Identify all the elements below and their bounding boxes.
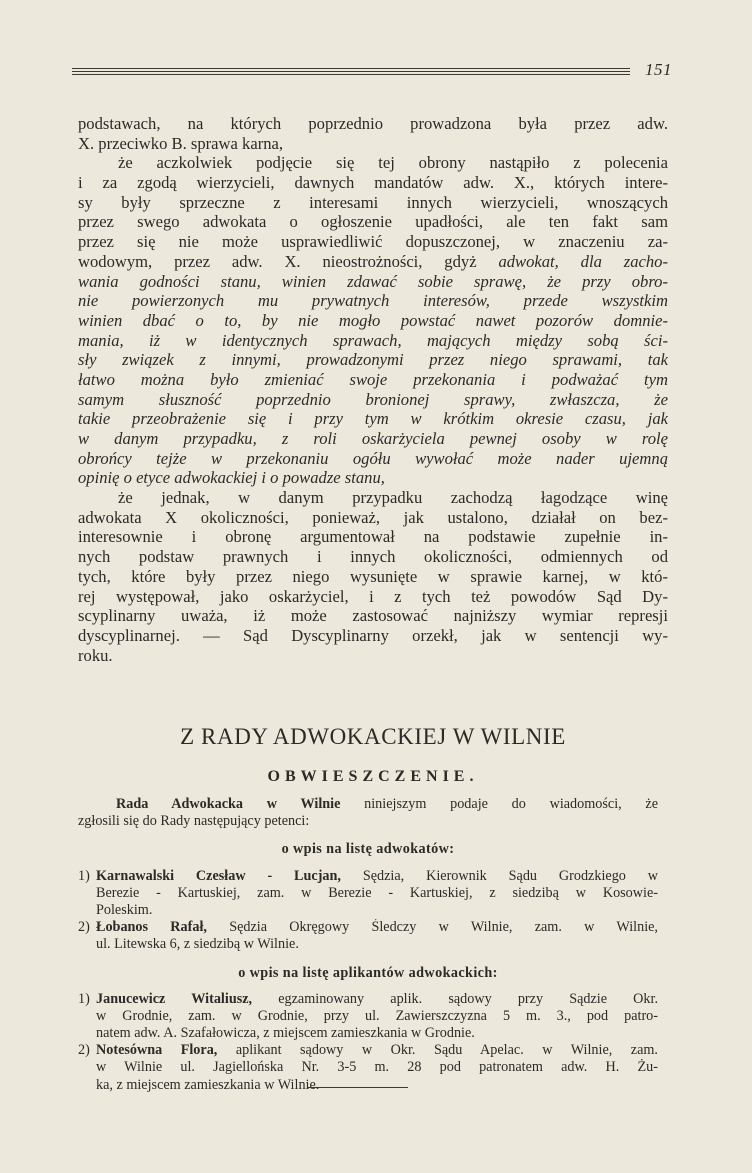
header-rule <box>72 74 630 75</box>
header-rule <box>72 68 630 69</box>
entry-line: Karnawalski Czesław - Lucjan, Sędzia, Kierownik Sądu Grodzkiego w <box>96 867 658 884</box>
body-line: nie powierzonych mu prywatnych interesów, przede wszystkim <box>78 291 668 311</box>
entry-line: Poleskim. <box>96 901 153 918</box>
body-line: roku. <box>78 645 113 665</box>
body-line: sły związek z innymi, prowadzonymi przez niego sprawami, tak <box>78 350 668 370</box>
entry-number: 1) <box>78 867 90 884</box>
entry-name: Karnawalski Czesław - Lucjan, <box>96 867 341 884</box>
header-rule <box>72 71 630 72</box>
applicants-list <box>78 991 658 1094</box>
body-line: tych, które były przez niego wysunięte w sprawie karnej, w któ- <box>78 566 668 586</box>
end-rule <box>308 1087 408 1088</box>
list-entry <box>78 991 658 1043</box>
entry-name: Janucewicz Witaliusz, <box>96 990 253 1007</box>
entry-line: Berezie - Kartuskiej, zam. w Berezie - Kartuskiej, z siedzibą w Kosowie- <box>96 884 658 901</box>
page-number: 151 <box>645 60 672 79</box>
body-line: interesownie i obronę argumentował na podstawie zupełnie in- <box>78 527 668 547</box>
entry-number: 2) <box>78 919 90 936</box>
entry-line: Janucewicz Witaliusz, egzaminowany aplik. sądowy przy Sądzie Okr. <box>96 990 658 1007</box>
body-line: w danym przypadku, z roli oskarżyciela pewnej osoby w rolę <box>78 429 668 448</box>
notice-intro-line: zgłosili się do Rady następujący petenci: <box>78 813 310 830</box>
body-line: adwokata X okoliczności, ponieważ, jak ustalono, działał on bez- <box>78 507 668 527</box>
list-heading-advocates: o wpis na listę adwokatów: <box>281 841 455 858</box>
section-title: Z RADY ADWOKACKIEJ W WILNIE <box>180 724 566 749</box>
body-line: dyscyplinarnej. — Sąd Dyscyplinarny orzekł, jak w sentencji wy- <box>78 625 668 645</box>
list-entry <box>78 919 658 953</box>
body-line: X. przeciwko B. sprawa karna, <box>78 133 284 153</box>
entry-line: Łobanos Rafał, Sędzia Okręgowy Śledczy w Wilnie, zam. w Wilnie, <box>96 919 658 936</box>
body-line: że aczkolwiek podjęcie się tej obrony nastąpiło z polecenia <box>118 153 668 173</box>
body-line: nych podstaw prawnych i innych okoliczności, odmiennych od <box>78 547 668 567</box>
entry-number: 1) <box>78 990 90 1007</box>
entry-line: ul. Litewska 6, z siedzibą w Wilnie. <box>96 936 299 953</box>
body-line: scyplinarny uważa, iż może zastosować najniższy wymiar represji <box>78 606 668 626</box>
body-line: przez swego adwokata o ogłoszenie upadłości, ale ten fakt sam <box>78 212 668 232</box>
body-line: samym słuszność poprzednio bronionej sprawy, zwłaszcza, że <box>78 389 668 409</box>
entry-number: 2) <box>78 1042 90 1059</box>
body-line: rej występował, jako oskarżyciel, i z tych też powodów Sąd Dy- <box>78 586 668 606</box>
entry-name: Notesówna Flora, <box>96 1042 218 1059</box>
notice <box>78 796 658 1094</box>
body-text <box>78 114 668 665</box>
body-line: obrońcy tejże w przekonaniu ogółu wywołać może nader ujemną <box>78 448 668 468</box>
notice-title: OBWIESZCZENIE. <box>267 768 479 785</box>
body-line: takie przeobrażenie się i przy tym w krótkim okresie czasu, jak <box>78 409 668 429</box>
body-line: wania godności stanu, winien zdawać sobie sprawę, że przy obro- <box>78 271 668 291</box>
body-line: i za zgodą wierzycieli, dawnych mandatów adw. X., których intere- <box>78 173 668 193</box>
entry-line: w Wilnie ul. Jagiellońska Nr. 3-5 m. 28 pod patronatem adw. H. Żu- <box>96 1059 658 1076</box>
entry-line: ka, z miejscem zamieszkania w Wilnie. <box>96 1076 320 1093</box>
list-entry <box>78 868 658 920</box>
body-line: winien dbać o to, by nie mogło powstać nawet pozorów domnie- <box>78 310 668 330</box>
notice-intro-line: Rada Adwokacka w Wilnie niniejszym podaje do wiadomości, że <box>116 796 658 812</box>
body-line: sy były sprzeczne z interesami innych wierzycieli, wnoszących <box>78 192 668 212</box>
entry-line: natem adw. A. Szafałowicza, z miejscem zamieszkania w Grodnie. <box>96 1025 475 1042</box>
page-header <box>72 62 672 86</box>
body-line: przez się nie może usprawiedliwić dopuszczonej, w znaczeniu za- <box>78 232 668 252</box>
entry-line: w Grodnie, zam. w Grodnie, przy ul. Zawierszczyzna 5 m. 3., pod patro- <box>96 1007 658 1024</box>
entry-line: Notesówna Flora, aplikant sądowy w Okr. Sądu Apelac. w Wilnie, zam. <box>96 1042 658 1059</box>
body-line: podstawach, na których poprzednio prowadzona była przez adw. <box>78 114 668 133</box>
body-line: łatwo można było zmieniać swoje przekonania i podważać tym <box>78 369 668 389</box>
body-line: opinię o etyce adwokackiej i o powadze stanu, <box>78 468 385 488</box>
entry-name: Łobanos Rafał, <box>96 919 207 936</box>
body-line: mania, iż w identycznych sprawach, mających między sobą ści- <box>78 330 668 350</box>
body-line: wodowym, przez adw. X. nieostrożności, gdyż adwokat, dla zacho- <box>78 251 668 271</box>
list-heading-applicants: o wpis na listę aplikantów adwokackich: <box>238 964 498 981</box>
body-line: że jednak, w danym przypadku zachodzą łagodzące winę <box>118 488 668 508</box>
advocates-list <box>78 868 658 954</box>
